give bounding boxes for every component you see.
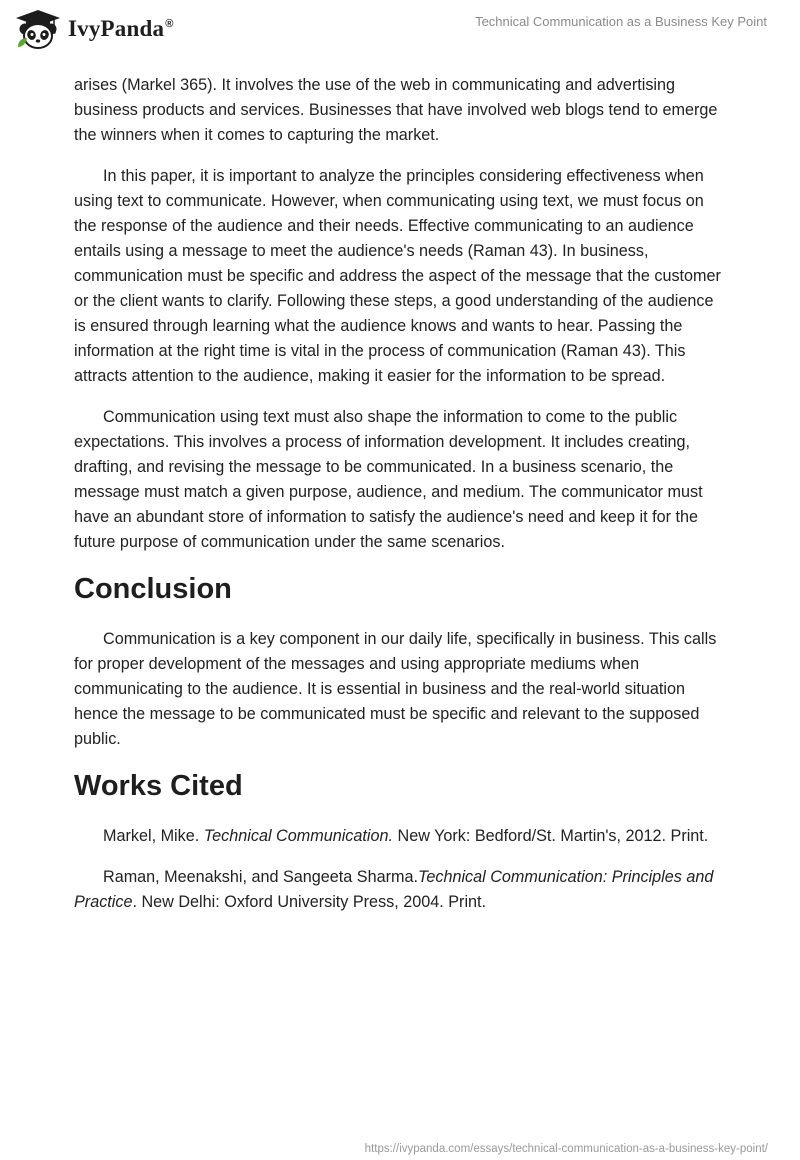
works-cited-heading: Works Cited <box>74 770 243 802</box>
citation-author: Raman, Meenakshi, and Sangeeta Sharma. <box>103 868 418 886</box>
citation-publication: . New Delhi: Oxford University Press, 2004. Print. <box>132 893 487 911</box>
document-title: Technical Communication as a Business Key Point <box>475 14 767 29</box>
panda-graduate-icon <box>14 9 62 49</box>
paragraph-2: In this paper, it is important to analyze the principles considering effectiveness when using text to communicate. However, when communicating using text, we must focus on the response of the audience and their needs. Effective communicating to an audience entails using a message to meet the audience's needs (Raman 43). In business, communication must be specific and address the aspect of the message that the customer or the client wants to clarify. Following these steps, a good understanding of the audience is ensured through learning what the audience knows and wants to hear. Passing the information at the right time is vital in the process of communication (Raman 43). This attracts attention to the audience, making it easier for the information to be spread. <box>74 167 721 385</box>
page-header <box>0 0 800 70</box>
ivypanda-logo[interactable] <box>14 9 174 49</box>
source-url[interactable]: https://ivypanda.com/essays/technical-communication-as-a-business-key-point/ <box>364 1143 768 1155</box>
citation-title: Technical Communication: Principles and Practice <box>74 868 714 911</box>
paragraph-3: Communication using text must also shape the information to come to the public expectations. This involves a process of information development. It includes creating, drafting, and revising the message to be communicated. In a business scenario, the message must match a given purpose, audience, and medium. The communicator must have an abundant store of information to satisfy the audience's need and keep it for the future purpose of communication under the same scenarios. <box>74 408 703 551</box>
conclusion-paragraph: Communication is a key component in our daily life, specifically in business. This calls for proper development of the messages and using appropriate mediums when communicating to the audience. It is essential in business and the real-world situation hence the message to be communicated must be specific and relevant to the supposed public. <box>74 630 717 748</box>
essay-body <box>74 73 726 931</box>
citation-publication: New York: Bedford/St. Martin's, 2012. Print. <box>393 827 709 845</box>
brand-name <box>68 16 174 42</box>
citation-author: Markel, Mike. <box>103 827 204 845</box>
paragraph-1: arises (Markel 365). It involves the use of the web in communicating and advertising business products and services. Businesses that have involved web blogs tend to emerge the winners when it comes to capturing the market. <box>74 76 718 144</box>
registered-mark: ® <box>165 18 174 31</box>
conclusion-heading: Conclusion <box>74 573 232 605</box>
citation-markel <box>74 824 726 849</box>
brand-text: IvyPanda <box>68 16 165 41</box>
citation-raman <box>74 865 726 915</box>
citation-title: Technical Communication. <box>203 827 393 845</box>
